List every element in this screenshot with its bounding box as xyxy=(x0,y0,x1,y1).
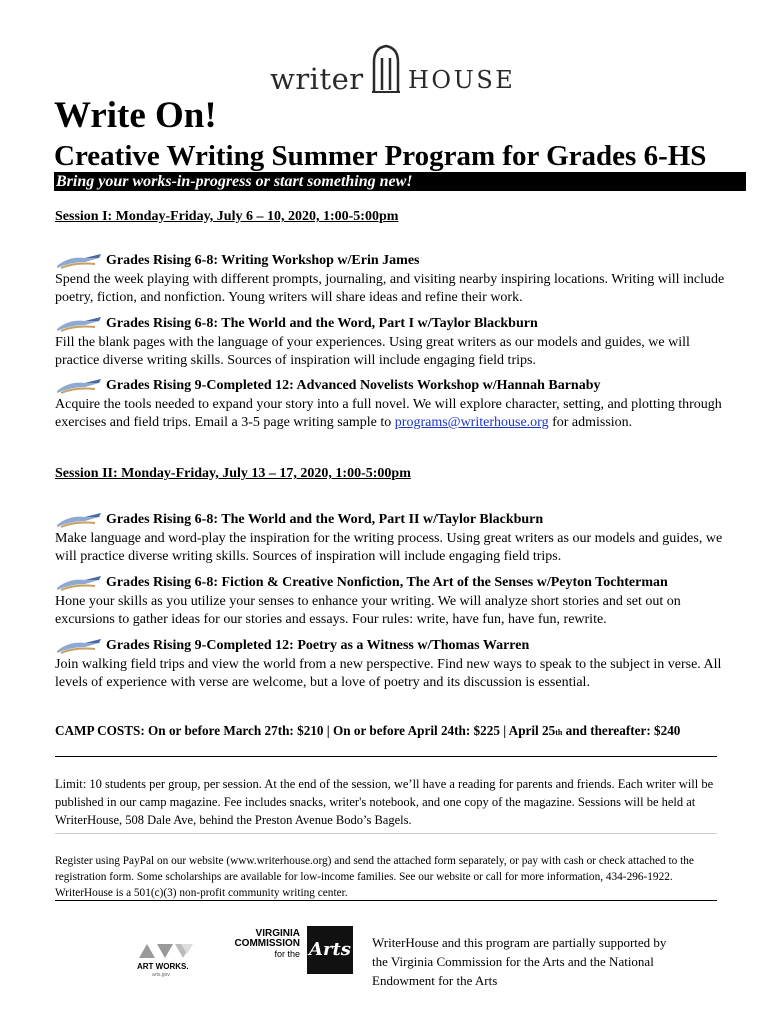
pen-icon xyxy=(55,509,103,529)
course-description-text-end: for admission. xyxy=(548,415,633,430)
pen-icon xyxy=(55,635,103,655)
course-description xyxy=(55,396,725,432)
writerhouse-logo xyxy=(270,44,516,96)
tagline-banner: Bring your works-in-progress or start something new! xyxy=(54,172,746,191)
course-description: Spend the week playing with different prompts, journaling, and visiting nearby inspiring locations. Writing will include poetry, fiction, and nonfiction. Young writers will share ideas and refine their work. xyxy=(55,272,725,305)
course-description: Make language and word-play the inspiration for the writing process. Using great writers as our models and guides, we will practice diverse writing skills. Sources of inspiration will include engaging field trips. xyxy=(55,531,723,564)
registration-info: Register using PayPal on our website (www.writerhouse.org) and send the attached form separately, or pay with cash or check attached to the registration form. Some scholarships are available for low-income families. See our website or call for more information, 434-296-1922. WriterHouse is a 501(c)(3) non-profit community writing center. xyxy=(55,855,694,899)
pen-icon xyxy=(55,313,103,333)
camp-costs-text-end: and thereafter: $240 xyxy=(562,723,681,738)
pen-icon xyxy=(55,375,103,395)
page-subtitle: Creative Writing Summer Program for Grades 6-HS xyxy=(54,140,707,172)
divider xyxy=(55,833,717,834)
arts-gov-label: arts.gov xyxy=(152,972,170,978)
course-title: Grades Rising 9-Completed 12: Advanced Novelists Workshop w/Hannah Barnaby xyxy=(106,378,601,393)
course-description: Fill the blank pages with the language of your experiences. Using great writers as our models and guides, we will practice diverse writing skills. Sources of inspiration will include engaging field trips. xyxy=(55,335,690,368)
session-1-heading: Session I: Monday-Friday, July 6 – 10, 2020, 1:00-5:00pm xyxy=(55,209,399,224)
course-description-text: Acquire the tools needed to expand your story into a full novel. We will explore character, setting, and plotting through exercises and field trips. Email a 3-5 page writing sample to xyxy=(55,397,722,430)
vca-arts-box: Arts xyxy=(307,926,353,974)
virginia-commission-logo xyxy=(234,926,354,976)
limit-info: Limit: 10 students per group, per session. At the end of the session, we’ll have a reading for parents and friends. Each writer will be published in our camp magazine. Fee includes snacks, writer's notebook, and one copy of the magazine. Sessions will be held at WriterHouse, 508 Dale Ave, behind the Preston Avenue Bodo’s Bagels. xyxy=(55,777,714,827)
divider xyxy=(55,756,717,757)
vca-line-3: for the xyxy=(274,949,300,959)
divider xyxy=(55,900,717,901)
support-statement: WriterHouse and this program are partially supported by the Virginia Commission for the Arts and the National Endowment for the Arts xyxy=(372,935,667,988)
vca-line-2: COMMISSION xyxy=(234,938,300,949)
logo-text-house: HOUSE xyxy=(408,66,516,94)
vca-line-1: VIRGINIA xyxy=(255,928,300,939)
camp-costs-text: CAMP COSTS: On or before March 27th: $210 | On or before April 24th: $225 | April 25 xyxy=(55,723,556,738)
course-description: Join walking field trips and view the world from a new perspective. Find new ways to speak to the subject in verse. All levels of experience with verse are welcome, but a love of poetry and its discussion is essential. xyxy=(55,657,722,690)
art-works-label: ART WORKS. xyxy=(137,962,189,971)
email-link[interactable]: programs@writerhouse.org xyxy=(394,415,549,430)
logo-text-writer: writer xyxy=(270,62,364,96)
camp-costs xyxy=(55,723,680,739)
course-title: Grades Rising 6-8: The World and the Word, Part II w/Taylor Blackburn xyxy=(106,512,544,527)
door-arch-icon xyxy=(370,44,402,94)
course-description: Hone your skills as you utilize your senses to enhance your writing. We will analyze short stories and set out on excursions to gather ideas for our stories and essays. Four rules: write, have fun, have fun, rewrite. xyxy=(55,594,681,627)
course-title: Grades Rising 6-8: Fiction & Creative Nonfiction, The Art of the Senses w/Peyton Tochterman xyxy=(106,575,668,590)
pen-icon xyxy=(55,250,103,270)
session-2-heading: Session II: Monday-Friday, July 13 – 17, 2020, 1:00-5:00pm xyxy=(55,466,411,481)
course-title: Grades Rising 9-Completed 12: Poetry as a Witness w/Thomas Warren xyxy=(106,638,530,653)
pen-icon xyxy=(55,572,103,592)
page-title: Write On! xyxy=(54,95,217,136)
course-title: Grades Rising 6-8: Writing Workshop w/Erin James xyxy=(106,253,420,268)
course-title: Grades Rising 6-8: The World and the Word, Part I w/Taylor Blackburn xyxy=(106,316,538,331)
camp-costs-superscript: th xyxy=(555,728,563,737)
